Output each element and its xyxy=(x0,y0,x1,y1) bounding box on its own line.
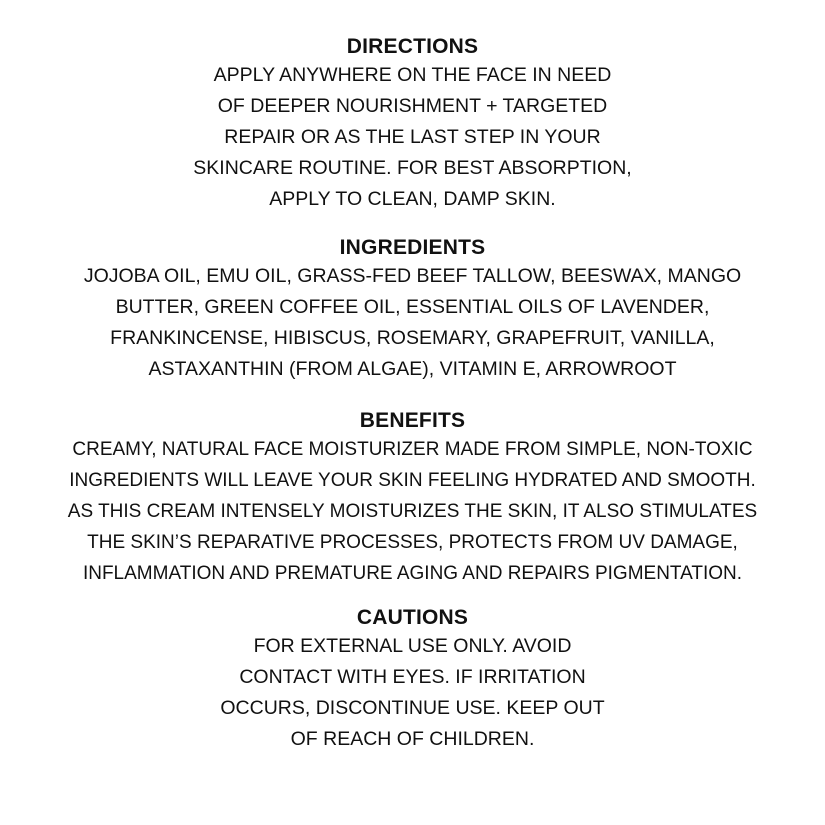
cautions-section xyxy=(0,605,825,755)
ingredients-line: JOJOBA OIL, EMU OIL, GRASS-FED BEEF TALLOW, BEESWAX, MANGO xyxy=(83,265,742,287)
benefits-heading: BENEFITS xyxy=(359,409,466,432)
ingredients-line: BUTTER, GREEN COFFEE OIL, ESSENTIAL OILS OF LAVENDER, xyxy=(115,296,710,318)
directions-line: APPLY ANYWHERE ON THE FACE IN NEED xyxy=(213,64,612,86)
directions-line: APPLY TO CLEAN, DAMP SKIN. xyxy=(269,188,556,210)
cautions-line: CONTACT WITH EYES. IF IRRITATION xyxy=(239,666,586,688)
ingredients-heading: INGREDIENTS xyxy=(339,236,486,259)
benefits-line: INGREDIENTS WILL LEAVE YOUR SKIN FEELING HYDRATED AND SMOOTH. xyxy=(69,470,756,491)
directions-line: REPAIR OR AS THE LAST STEP IN YOUR xyxy=(224,126,601,148)
cautions-line: OCCURS, DISCONTINUE USE. KEEP OUT xyxy=(220,697,605,719)
directions-line: OF DEEPER NOURISHMENT + TARGETED xyxy=(217,95,608,117)
benefits-line: CREAMY, NATURAL FACE MOISTURIZER MADE FROM SIMPLE, NON-TOXIC xyxy=(72,439,753,460)
directions-line: SKINCARE ROUTINE. FOR BEST ABSORPTION, xyxy=(193,157,632,179)
benefits-line: AS THIS CREAM INTENSELY MOISTURIZES THE SKIN, IT ALSO STIMULATES xyxy=(67,501,758,522)
ingredients-section xyxy=(0,235,825,385)
benefits-line: INFLAMMATION AND PREMATURE AGING AND REPAIRS PIGMENTATION. xyxy=(82,563,743,584)
directions-section xyxy=(0,34,825,215)
ingredients-line: FRANKINCENSE, HIBISCUS, ROSEMARY, GRAPEFRUIT, VANILLA, xyxy=(110,327,715,349)
directions-heading: DIRECTIONS xyxy=(346,35,479,58)
cautions-line: OF REACH OF CHILDREN. xyxy=(290,728,535,750)
ingredients-line: ASTAXANTHIN (FROM ALGAE), VITAMIN E, ARROWROOT xyxy=(148,358,677,380)
cautions-line: FOR EXTERNAL USE ONLY. AVOID xyxy=(253,635,572,657)
benefits-line: THE SKIN’S REPARATIVE PROCESSES, PROTECTS FROM UV DAMAGE, xyxy=(87,532,738,553)
benefits-section xyxy=(0,408,825,589)
cautions-heading: CAUTIONS xyxy=(356,606,469,629)
